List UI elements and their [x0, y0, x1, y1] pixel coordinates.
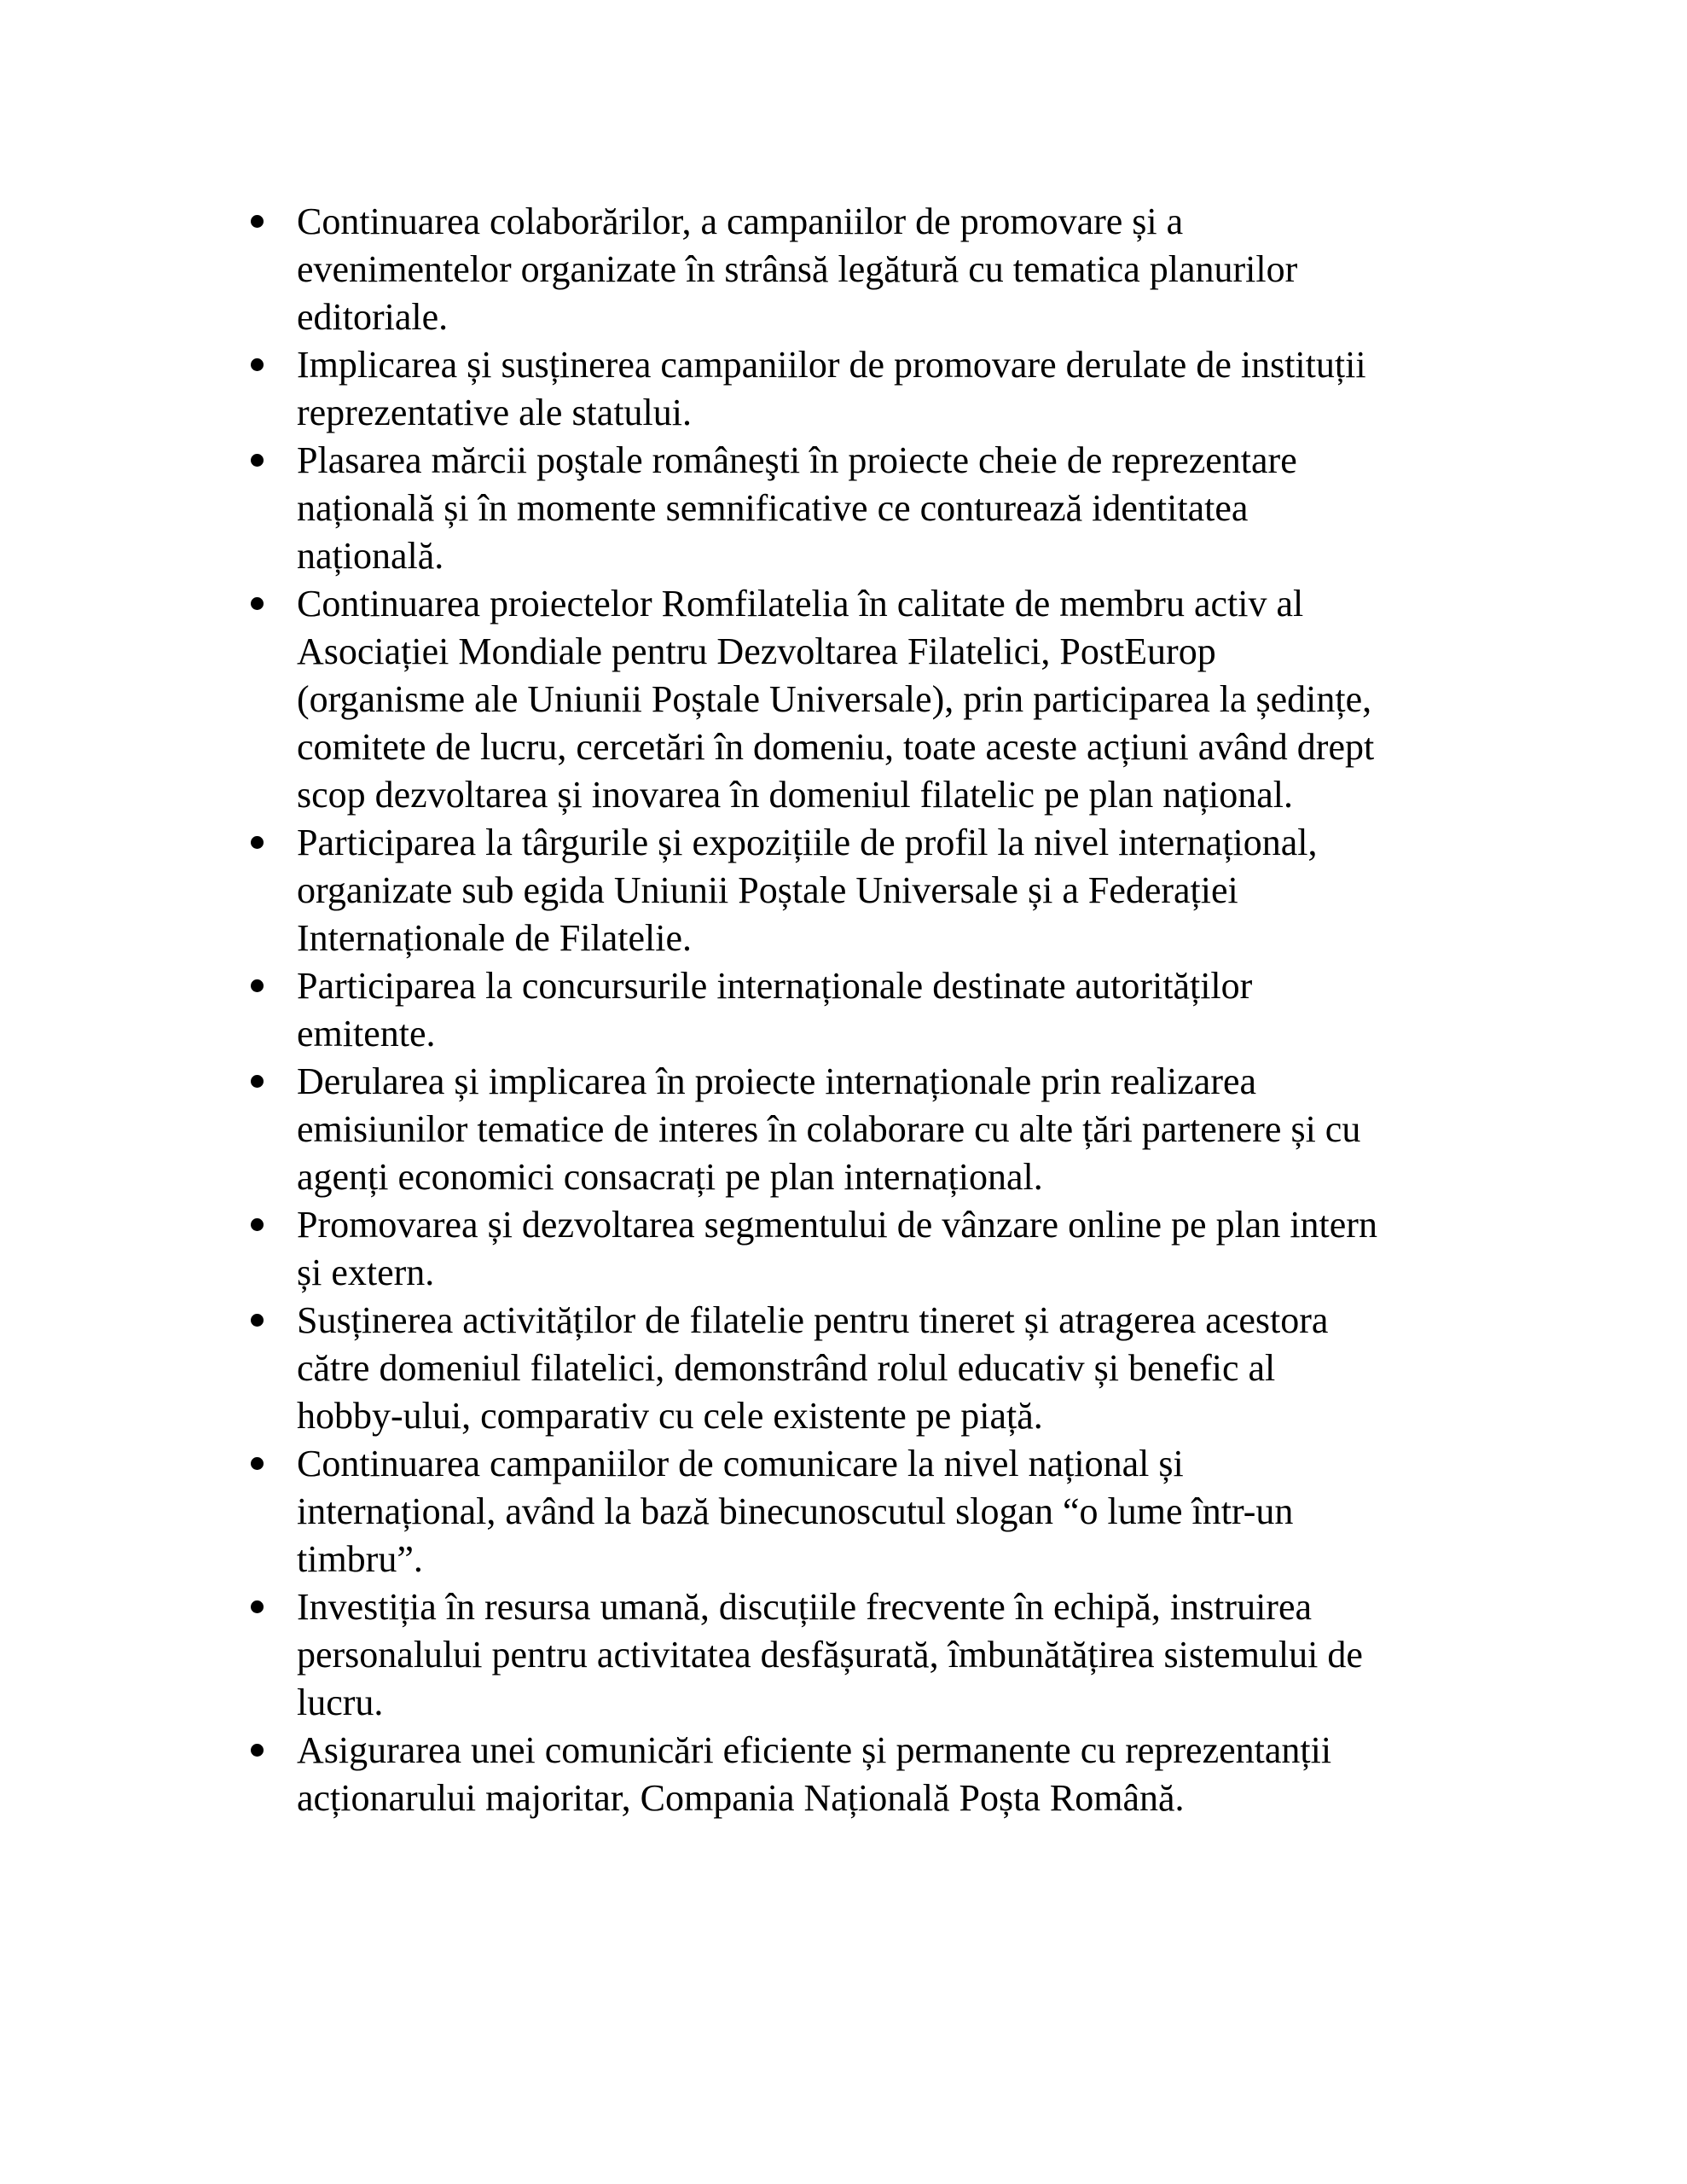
list-item — [246, 198, 1491, 341]
list-item-text-line: națională. — [297, 535, 444, 577]
list-item — [246, 1201, 1491, 1297]
list-item-text-line: timbru”. — [297, 1538, 423, 1580]
list-item-text-line: Continuarea proiectelor Romfilatelia în calitate de membru activ al — [297, 583, 1304, 624]
list-item-text-line: Promovarea și dezvoltarea segmentului de vânzare online pe plan intern — [297, 1204, 1377, 1246]
list-item-text-line: organizate sub egida Uniunii Poștale Universale și a Federației — [297, 869, 1238, 911]
list-item-text-line: internațional, având la bază binecunoscutul slogan “o lume într-un — [297, 1490, 1294, 1532]
list-item-text-line: națională și în momente semnificative ce conturează identitatea — [297, 487, 1249, 529]
list-item — [246, 962, 1491, 1058]
list-item — [246, 580, 1491, 819]
list-item-text-line: personalului pentru activitatea desfășurată, îmbunătățirea sistemului de — [297, 1634, 1363, 1676]
list-item-text-line: comitete de lucru, cercetări în domeniu, toate aceste acțiuni având drept — [297, 726, 1375, 768]
list-item — [246, 1583, 1491, 1727]
list-item — [246, 437, 1491, 580]
bullet-dot-icon — [251, 979, 264, 992]
bullet-dot-icon — [251, 836, 264, 849]
list-item — [246, 1058, 1491, 1201]
bullet-dot-icon — [251, 358, 264, 371]
list-item-text-line: hobby-ului, comparativ cu cele existente pe piață. — [297, 1395, 1043, 1437]
list-item-text-line: Continuarea colaborărilor, a campaniilor de promovare și a — [297, 200, 1184, 242]
list-item-text-line: Asigurarea unei comunicări eficiente și permanente cu reprezentanții — [297, 1729, 1332, 1771]
list-item-text-line: scop dezvoltarea și inovarea în domeniul filatelic pe plan național. — [297, 774, 1294, 816]
list-item-text-line: editoriale. — [297, 296, 449, 338]
list-item-text-line: Derularea și implicarea în proiecte internaționale prin realizarea — [297, 1060, 1257, 1102]
list-item-text-line: emisiunilor tematice de interes în colaborare cu alte țări partenere și cu — [297, 1108, 1361, 1150]
list-item — [246, 819, 1491, 962]
bullet-dot-icon — [251, 454, 264, 467]
list-item-text-line: agenți economici consacrați pe plan internațional. — [297, 1156, 1043, 1198]
bullet-dot-icon — [251, 597, 264, 610]
list-item-text-line: către domeniul filatelici, demonstrând rolul educativ și benefic al — [297, 1347, 1276, 1389]
bullet-list — [246, 198, 1491, 1822]
list-item-text-line: acționarului majoritar, Compania Națională Poșta Română. — [297, 1777, 1185, 1819]
list-item-text-line: și extern. — [297, 1252, 435, 1293]
list-item-text-line: lucru. — [297, 1682, 384, 1723]
list-item-text-line: evenimentelor organizate în strânsă legătură cu tematica planurilor — [297, 248, 1298, 290]
bullet-dot-icon — [251, 1457, 264, 1470]
bullet-dot-icon — [251, 1744, 264, 1757]
list-item-text-line: Internaționale de Filatelie. — [297, 917, 693, 959]
bullet-dot-icon — [251, 1075, 264, 1088]
list-item-text-line: Implicarea și susținerea campaniilor de promovare derulate de instituții — [297, 344, 1366, 386]
list-item-text-line: Participarea la concursurile internaționale destinate autorităților — [297, 965, 1253, 1007]
list-item — [246, 1440, 1491, 1583]
list-item-text-line: emitente. — [297, 1013, 436, 1054]
list-item-text-line: Asociației Mondiale pentru Dezvoltarea Filatelici, PostEurop — [297, 630, 1216, 672]
list-item — [246, 1297, 1491, 1440]
list-item — [246, 341, 1491, 437]
list-item-text-line: Susținerea activităților de filatelie pentru tineret și atragerea acestora — [297, 1299, 1329, 1341]
list-item-text-line: Plasarea mărcii poştale româneşti în proiecte cheie de reprezentare — [297, 439, 1297, 481]
bullet-dot-icon — [251, 1218, 264, 1231]
bullet-dot-icon — [251, 1314, 264, 1327]
list-item-text-line: Participarea la târgurile și expozițiile de profil la nivel internațional, — [297, 822, 1318, 863]
list-item-text-line: Continuarea campaniilor de comunicare la nivel național și — [297, 1443, 1184, 1484]
list-item-text-line: Investiția în resursa umană, discuțiile frecvente în echipă, instruirea — [297, 1586, 1312, 1628]
list-item — [246, 1727, 1491, 1822]
list-item-text-line: (organisme ale Uniunii Poștale Universale), prin participarea la ședințe, — [297, 678, 1372, 720]
bullet-dot-icon — [251, 215, 264, 228]
bullet-dot-icon — [251, 1600, 264, 1613]
list-item-text-line: reprezentative ale statului. — [297, 392, 692, 433]
